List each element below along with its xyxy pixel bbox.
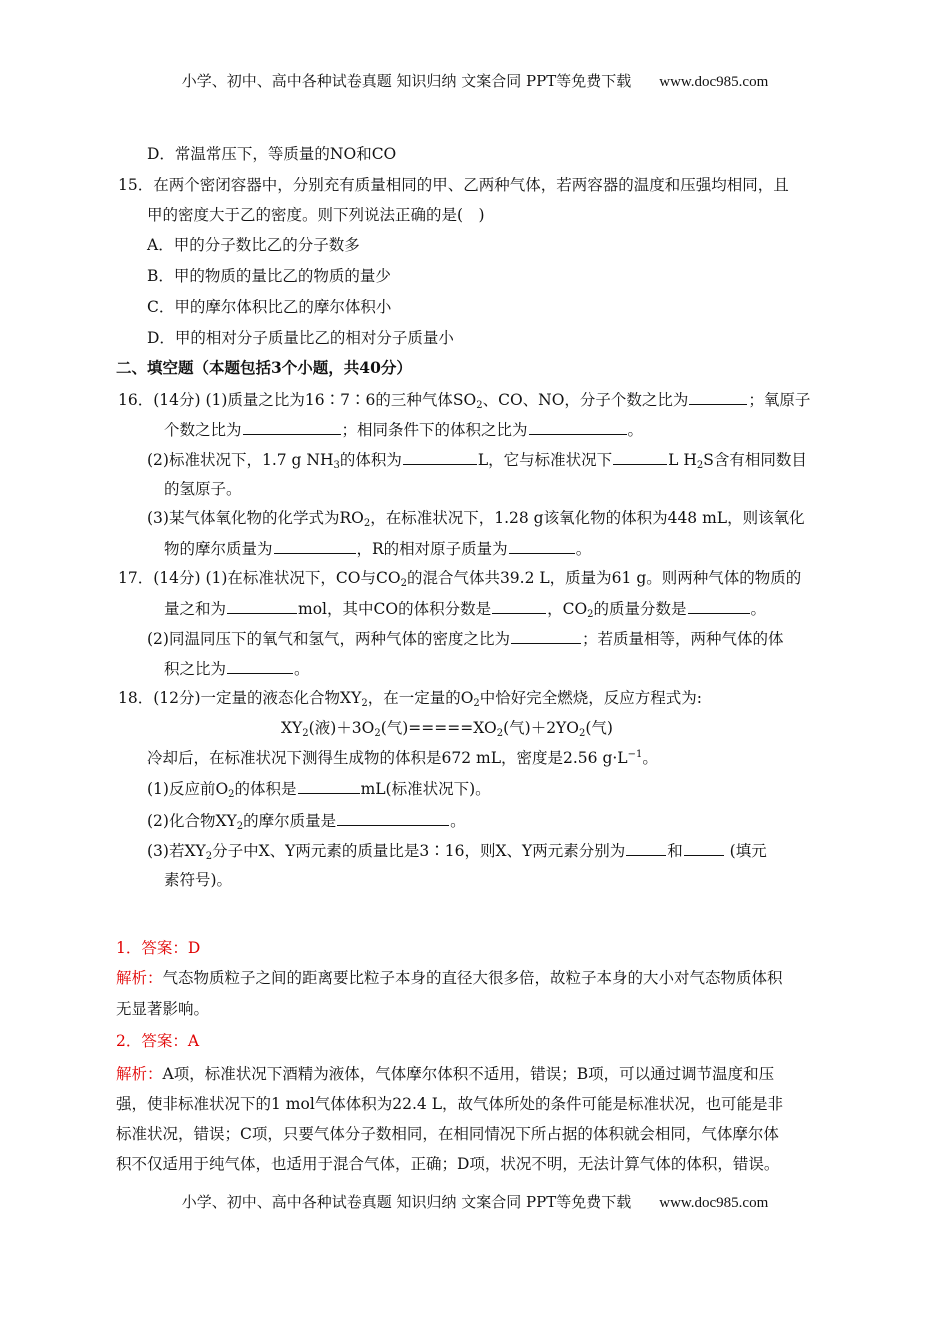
- q16-line6: 物的摩尔质量为 ，R的相对原子质量为 。: [164, 540, 592, 558]
- page-header: [0, 70, 950, 91]
- q16-line1: 16．(14分) (1)质量之比为16∶7∶6的三种气体$SO_2$、CO、NO，分子个数之比为 ；氧原子: [118, 391, 811, 411]
- explanation-label: 解析：: [116, 969, 163, 987]
- q17-line4: 积之比为 。: [164, 660, 310, 678]
- q18-line1: 18．(12分)一定量的液态化合物$XY_2$，在一定量的$O_2$中恰好完全燃烧，反应方程式为:: [118, 689, 703, 709]
- q18-blank-element-x[interactable]: [626, 840, 666, 856]
- header-text: 小学、初中、高中各种试卷真题 知识归纳 文案合同 PPT等免费下载: [181, 72, 632, 90]
- q15-option-a: A．甲的分子数比乙的分子数多: [147, 236, 360, 254]
- page-footer: [0, 1191, 950, 1212]
- q17-blank-co2-mass-fraction[interactable]: [688, 598, 750, 614]
- q18-line6: (3)若$XY_2$分子中X、Y两元素的质量比是3∶16，则X、Y两元素分别为 和 (填元: [147, 842, 767, 862]
- explanation-1-line2: 无显著影响。: [116, 1000, 210, 1018]
- answer-2: 2．答案：A: [116, 1032, 200, 1050]
- q16-line3: (2)标准状况下，1.7 g $NH_3$的体积为 L，它与标准状况下 L $H_2S$含有相同数目: [147, 451, 807, 471]
- q17-line3: (2)同温同压下的氧气和氢气，两种气体的密度之比为 ；若质量相等，两种气体的体: [147, 630, 784, 648]
- q18-line7: 素符号)。: [164, 871, 233, 889]
- q16-blank-atomic-mass[interactable]: [509, 538, 575, 554]
- q16-blank-molecule-ratio[interactable]: [689, 389, 747, 405]
- q16-blank-oxygen-ratio[interactable]: [243, 419, 341, 435]
- q16-blank-nh3-volume[interactable]: [403, 449, 477, 465]
- q16-line2: 个数之比为 ；相同条件下的体积之比为 。: [164, 421, 644, 439]
- q18-blank-element-y[interactable]: [684, 840, 724, 856]
- q15-option-b: B．甲的物质的量比乙的物质的量少: [147, 267, 391, 285]
- explanation-2-line2: 强，使非标准状况下的1 mol气体体积为22.4 L，故气体所处的条件可能是标准状况，也可能是非: [116, 1095, 784, 1113]
- q16-blank-h2s-volume[interactable]: [613, 449, 667, 465]
- footer-url[interactable]: www.doc985.com: [659, 1195, 769, 1211]
- q16-blank-molar-mass[interactable]: [274, 538, 356, 554]
- q17-blank-total-moles[interactable]: [227, 598, 297, 614]
- header-url[interactable]: www.doc985.com: [659, 74, 769, 90]
- explanation-label: 解析：: [116, 1065, 163, 1083]
- explanation-2-line3: 标准状况，错误；C项，只要气体分子数相同，在相同情况下所占据的体积就会相同，气体摩尔体: [116, 1125, 779, 1143]
- q17-blank-density-ratio[interactable]: [511, 628, 581, 644]
- q17-line2: 量之和为 mol，其中CO的体积分数是 ，$CO_2$的质量分数是 。: [164, 600, 767, 620]
- explanation-1-line1: 解析：气态物质粒子之间的距离要比粒子本身的直径大很多倍，故粒子本身的大小对气态物质体积: [116, 969, 783, 987]
- q18-equation: $XY_2$(液)$+3O_2$(气)$=====XO_2$(气)$+2YO_2$(气): [281, 719, 613, 739]
- footer-text: 小学、初中、高中各种试卷真题 知识归纳 文案合同 PPT等免费下载: [181, 1193, 632, 1211]
- q18-line4: (1)反应前$O_2$的体积是 mL(标准状况下)。: [147, 780, 491, 800]
- section2-title: 二、填空题（本题包括3个小题，共40分）: [116, 358, 412, 377]
- q16-line5: (3)某气体氧化物的化学式为$RO_2$，在标准状况下，1.28 g该氧化物的体积为448 mL，则该氧化: [147, 509, 805, 529]
- q15-option-d: D．甲的相对分子质量比乙的相对分子质量小: [147, 329, 454, 347]
- q16-line4: 的氢原子。: [164, 480, 242, 498]
- q17-line1: 17．(14分) (1)在标准状况下，CO与$CO_2$的混合气体共39.2 L，质量为61 g。则两种气体的物质的: [118, 569, 802, 589]
- q18-line3: 冷却后，在标准状况下测得生成物的体积是672 mL，密度是2.56 $g\cdot L^{-1}$。: [147, 749, 658, 767]
- q17-blank-volume-ratio[interactable]: [227, 658, 293, 674]
- q14-option-d: D．常温常压下，等质量的NO和CO: [147, 145, 397, 163]
- q18-line5: (2)化合物$XY_2$的摩尔质量是 。: [147, 812, 466, 832]
- q15-stem-line1: 15．在两个密闭容器中，分别充有质量相同的甲、乙两种气体，若两容器的温度和压强均相同，且: [118, 176, 789, 194]
- answer-1: 1．答案：D: [116, 939, 201, 957]
- explanation-2-line1: 解析：A项，标准状况下酒精为液体，气体摩尔体积不适用，错误；B项，可以通过调节温度和压: [116, 1065, 775, 1083]
- q15-stem-line2: 甲的密度大于乙的密度。则下列说法正确的是( ): [147, 206, 485, 224]
- q15-option-c: C．甲的摩尔体积比乙的摩尔体积小: [147, 298, 392, 316]
- explanation-2-line4: 积不仅适用于纯气体，也适用于混合气体，正确；D项，状况不明，无法计算气体的体积，错误。: [116, 1155, 780, 1173]
- q18-blank-molar-mass[interactable]: [337, 810, 449, 826]
- q18-blank-o2-volume[interactable]: [298, 778, 360, 794]
- q17-blank-co-volume-fraction[interactable]: [492, 598, 546, 614]
- q16-blank-volume-ratio[interactable]: [529, 419, 627, 435]
